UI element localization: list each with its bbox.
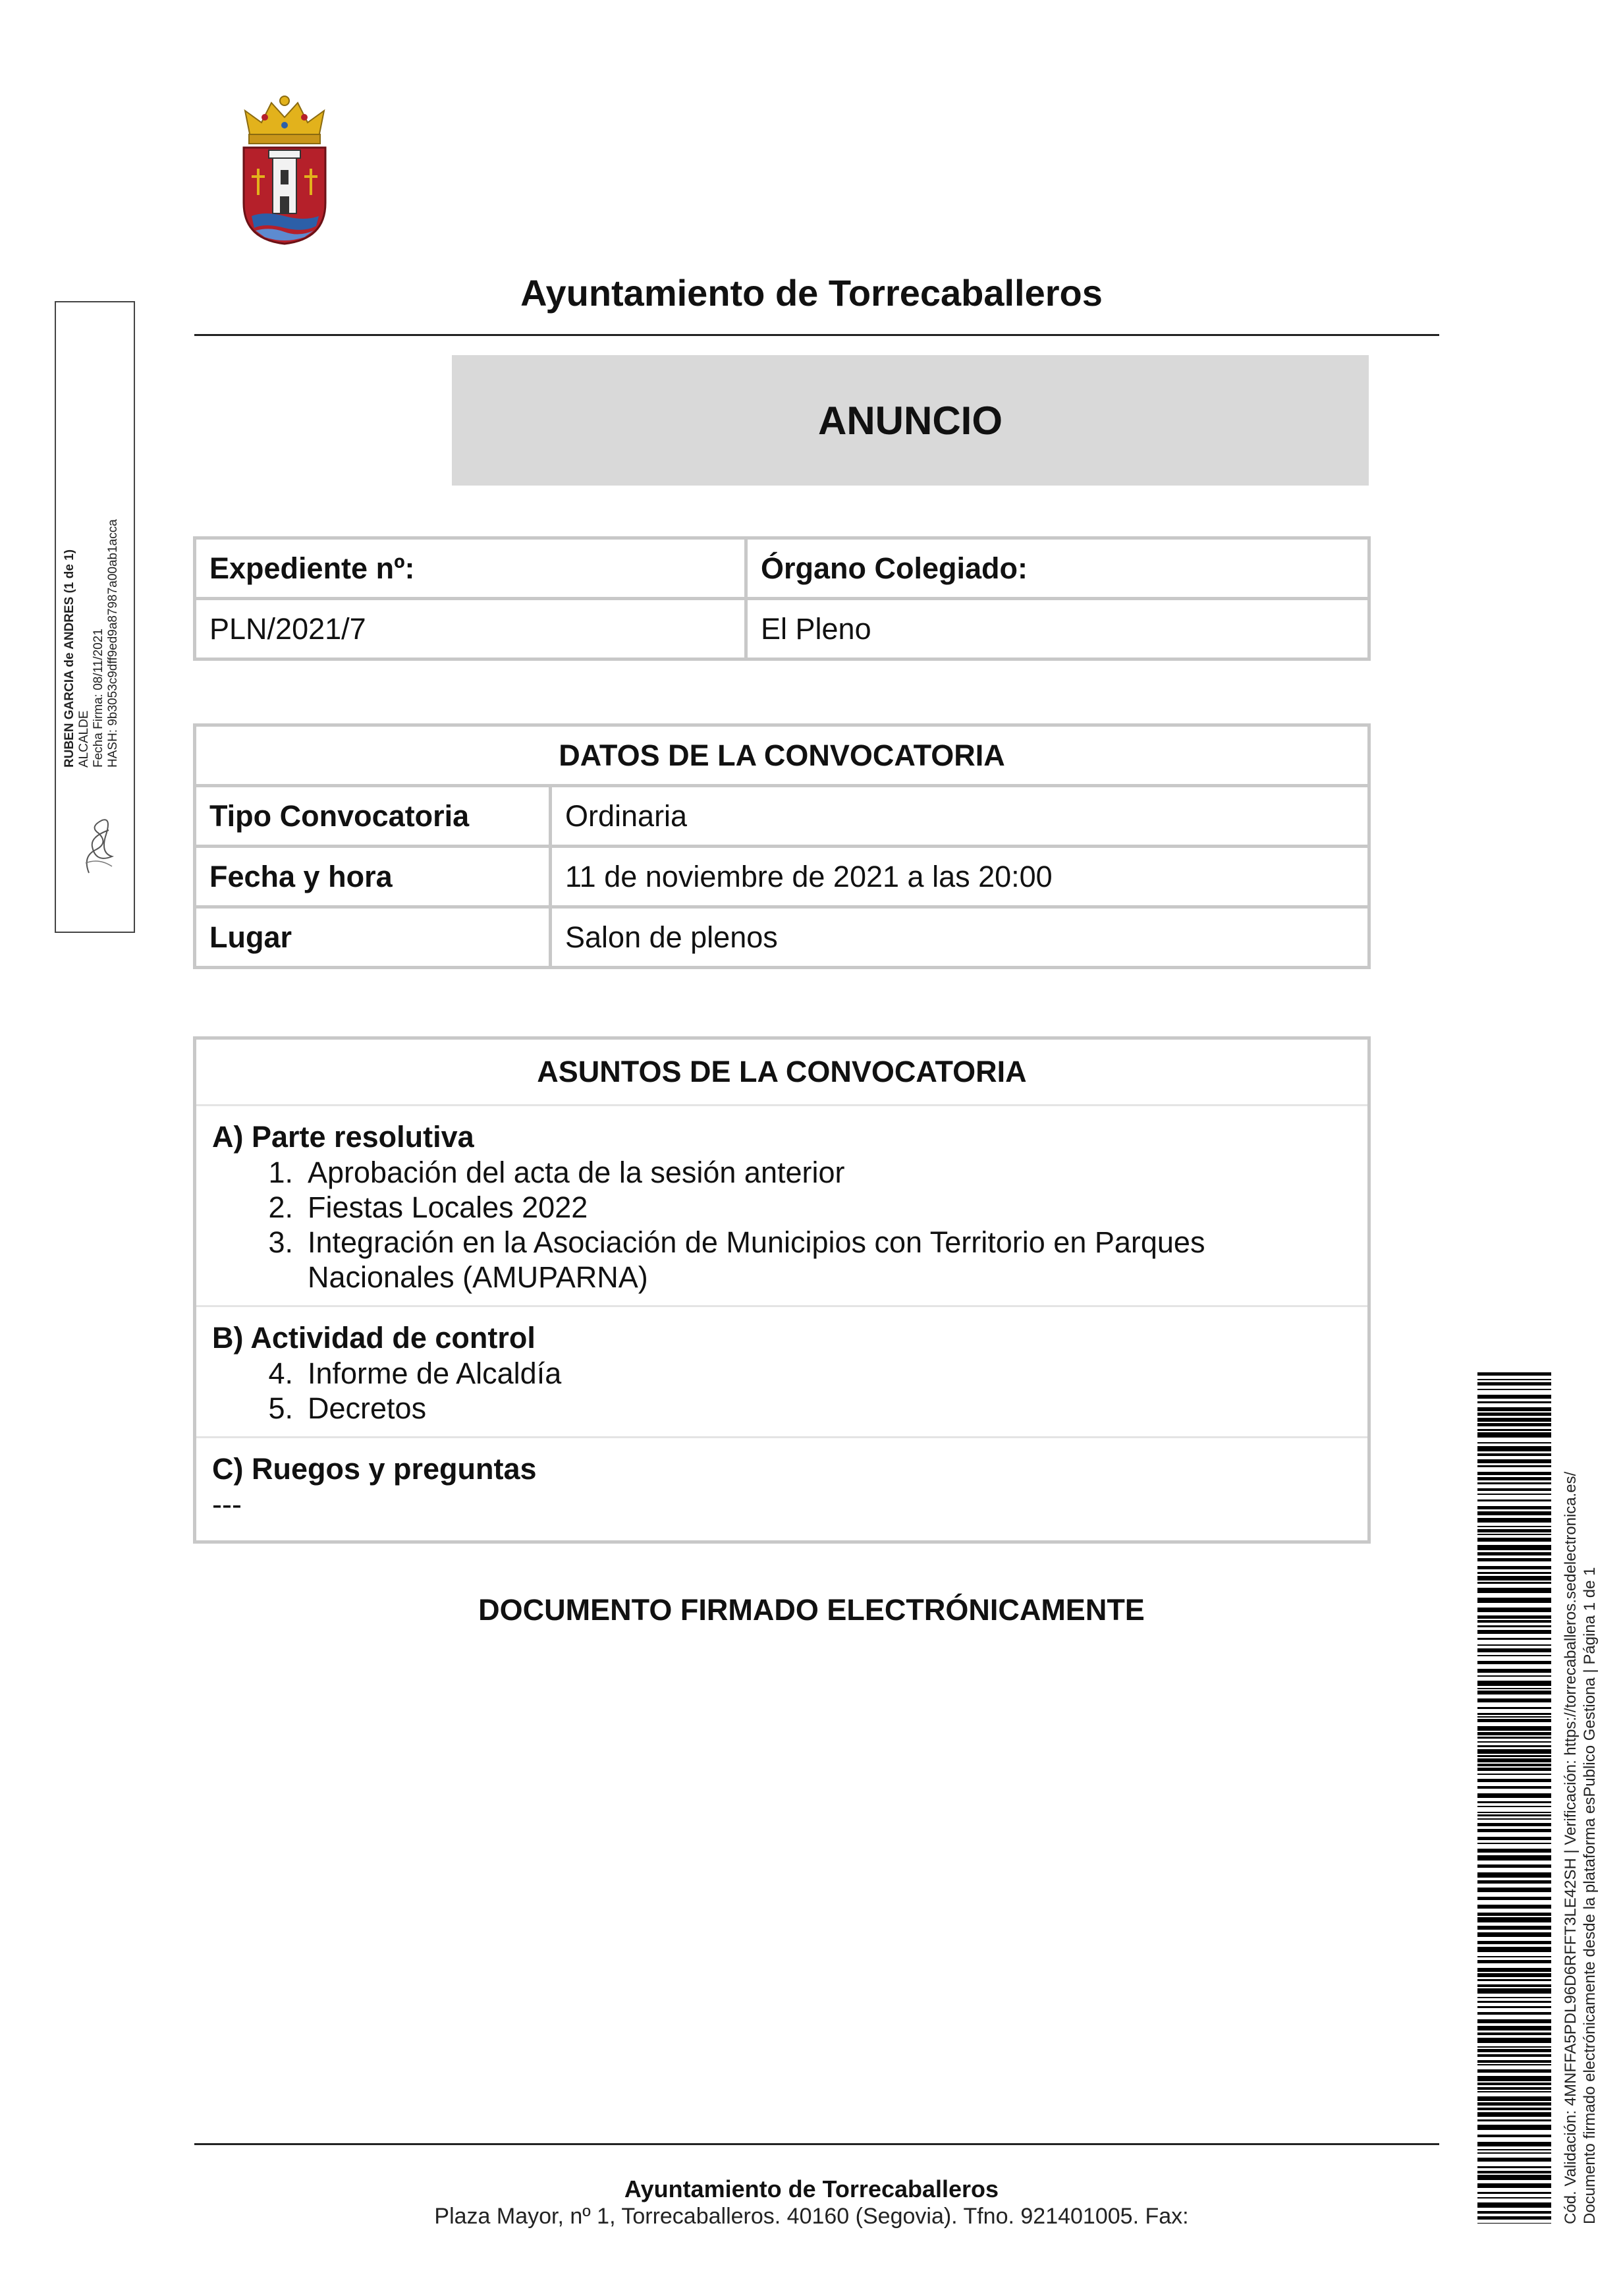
verification-text (1561, 1368, 1599, 2224)
datos-row-value: Ordinaria (551, 786, 1369, 847)
datos-row-label: Tipo Convocatoria (195, 786, 551, 847)
signature-text (63, 478, 121, 768)
signer-name: RUBEN GARCIA de ANDRES (1 de 1) (63, 549, 76, 768)
datos-convocatoria-table (193, 723, 1371, 969)
list-item (212, 1190, 1352, 1225)
list-item (212, 1356, 1352, 1391)
table-row (195, 786, 1369, 847)
datos-row-value: Salon de plenos (551, 907, 1369, 968)
handwritten-signature (76, 810, 122, 880)
table-row (195, 847, 1369, 907)
signed-notice: DOCUMENTO FIRMADO ELECTRÓNICAMENTE (478, 1593, 1145, 1627)
list-item (212, 1155, 1352, 1190)
table-row (195, 599, 1369, 659)
barcode (1477, 1372, 1551, 2224)
notice-title: ANUNCIO (818, 398, 1003, 443)
item-text: Fiestas Locales 2022 (308, 1190, 588, 1224)
item-number: 4. (268, 1357, 293, 1390)
expediente-value: PLN/2021/7 (195, 599, 746, 659)
item-text: Decretos (308, 1391, 427, 1425)
asuntos-convocatoria-box (193, 1036, 1371, 1544)
section-title: C) Ruegos y preguntas (212, 1452, 537, 1486)
item-number: 5. (268, 1391, 293, 1425)
list-item (212, 1225, 1352, 1295)
datos-row-value: 11 de noviembre de 2021 a las 20:00 (551, 847, 1369, 907)
item-text: Informe de Alcaldía (308, 1357, 562, 1390)
section-title: A) Parte resolutiva (212, 1120, 474, 1154)
table-header-row (195, 725, 1369, 786)
section-text: --- (212, 1488, 242, 1521)
list-item (212, 1391, 1352, 1426)
expediente-label: Expediente nº: (195, 538, 746, 599)
organo-label: Órgano Colegiado: (746, 538, 1369, 599)
datos-row-label: Fecha y hora (195, 847, 551, 907)
item-number: 3. (268, 1225, 293, 1259)
asuntos-section-b (196, 1307, 1367, 1438)
item-text: Aprobación del acta de la sesión anterior (308, 1156, 845, 1189)
verification-line: Cód. Validación: 4MNFFA5PDL96D6RFFT3LE42SH | Verificación: https://torrecaballeros.sedelectronica.es/ (1562, 1471, 1580, 2224)
item-text: Integración en la Asociación de Municipios con Territorio en Parques Nacionales (AMUPARNA) (308, 1225, 1205, 1294)
header-title: Ayuntamiento de Torrecaballeros (520, 272, 1103, 314)
signature-date: Fecha Firma: 08/11/2021 (92, 629, 105, 768)
table-row (195, 907, 1369, 968)
notice-banner (452, 355, 1369, 486)
footer-name: Ayuntamiento de Torrecaballeros (624, 2175, 999, 2202)
section-title: B) Actividad de control (212, 1321, 536, 1355)
asuntos-section-a (196, 1106, 1367, 1307)
verification-line: Documento firmado electrónicamente desde la plataforma esPublico Gestiona | Página 1 de 1 (1581, 1567, 1599, 2224)
asuntos-section-c (196, 1438, 1367, 1533)
signature-hash: HASH: 9b3053c9dff9ed9a87987a00ab1acca (106, 519, 120, 768)
agenda-list (212, 1356, 1352, 1426)
item-number: 1. (268, 1156, 293, 1189)
datos-title: DATOS DE LA CONVOCATORIA (195, 725, 1369, 786)
item-number: 2. (268, 1190, 293, 1224)
footer-divider (194, 2143, 1439, 2145)
header-divider (194, 334, 1439, 336)
table-row (195, 538, 1369, 599)
coat-of-arms-logo (238, 91, 331, 246)
agenda-list (212, 1155, 1352, 1295)
asuntos-title: ASUNTOS DE LA CONVOCATORIA (196, 1040, 1367, 1106)
signer-role: ALCALDE (77, 710, 91, 768)
expediente-table (193, 536, 1371, 661)
datos-row-label: Lugar (195, 907, 551, 968)
footer-address: Plaza Mayor, nº 1, Torrecaballeros. 40160 (Segovia). Tfno. 921401005. Fax: (434, 2204, 1189, 2229)
organo-value: El Pleno (746, 599, 1369, 659)
